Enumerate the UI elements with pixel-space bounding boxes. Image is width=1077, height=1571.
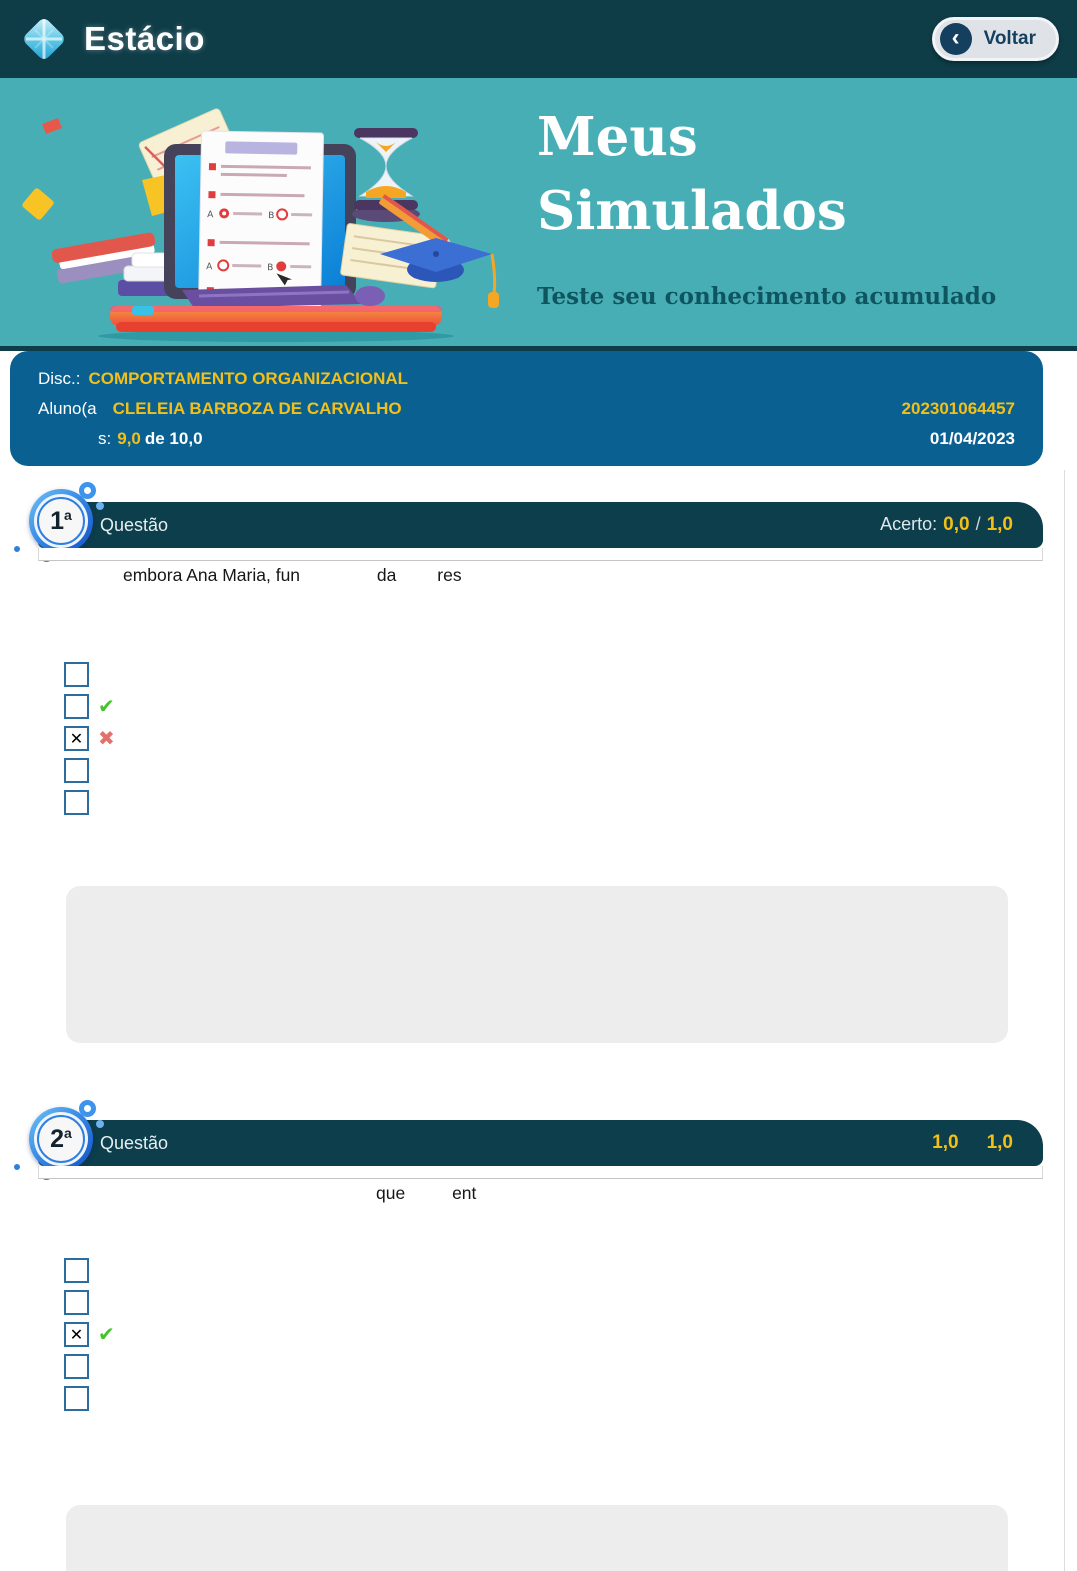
question-ordinal: a: [64, 507, 72, 523]
question-title: Questão: [100, 1132, 169, 1153]
option-checkbox[interactable]: [64, 694, 89, 719]
answer-option[interactable]: [64, 1286, 115, 1318]
score-row: [38, 424, 1015, 454]
question-title: Questão: [100, 514, 169, 535]
answer-option[interactable]: [64, 754, 115, 786]
answer-option[interactable]: [64, 722, 115, 754]
question-text-fragment: que: [376, 1183, 406, 1203]
hero-banner: [0, 78, 1077, 351]
question-text-fragment: res: [437, 565, 462, 585]
svg-text:B: B: [268, 211, 275, 222]
student-row: [38, 394, 1015, 424]
bubble-decoration: [14, 1164, 20, 1170]
option-checkbox[interactable]: [64, 1258, 89, 1283]
bubble-decoration: [79, 482, 96, 499]
option-checkbox[interactable]: [64, 1386, 89, 1411]
svg-text:A: A: [206, 262, 213, 273]
student-id: 202301064457: [901, 399, 1015, 418]
score-total: 1,0: [986, 514, 1013, 535]
question-score: [926, 1132, 1013, 1154]
page-title-line1: Meus: [537, 106, 698, 168]
page-subtitle: Teste seu conhecimento acumulado: [537, 283, 997, 310]
svg-text:B: B: [267, 263, 274, 274]
question-2-strip: [38, 1166, 1043, 1179]
question-1-strip: [38, 548, 1043, 561]
option-checkbox[interactable]: ✕: [64, 1322, 89, 1347]
top-navbar: [0, 0, 1077, 78]
score-total: 1,0: [986, 1132, 1013, 1153]
answer-option[interactable]: [64, 1254, 115, 1286]
estacio-logo-icon: [18, 13, 70, 65]
discipline-label: Disc.:: [38, 369, 81, 388]
wrong-answer-icon: ✖: [98, 726, 115, 750]
question-text-fragment: ent: [452, 1183, 477, 1203]
back-button[interactable]: [932, 17, 1059, 61]
back-button-label: Voltar: [983, 28, 1036, 49]
bubble-decoration: [96, 1120, 104, 1128]
question-score: [880, 514, 1013, 536]
question-1-text: [38, 565, 462, 586]
option-checkbox[interactable]: ✕: [64, 726, 89, 751]
bubble-decoration: [96, 502, 104, 510]
test-sheet-icon: [198, 131, 323, 311]
simulados-illustration: [14, 92, 504, 342]
option-checkbox[interactable]: [64, 662, 89, 687]
question-1-header: [38, 502, 1043, 548]
question-1-options: [64, 658, 115, 818]
answer-option[interactable]: [64, 690, 115, 722]
exam-info-panel: [10, 351, 1043, 466]
question-2-options: [64, 1254, 115, 1414]
correct-answer-icon: ✔: [98, 694, 115, 718]
answer-option[interactable]: [64, 786, 115, 818]
score-obtained: 0,0: [943, 514, 970, 535]
answer-option[interactable]: [64, 1350, 115, 1382]
badge-circle: [29, 1107, 93, 1171]
bubble-decoration: [79, 1100, 96, 1117]
brand-name: Estácio: [84, 20, 205, 57]
question-text-fragment: embora Ana Maria, fun: [123, 565, 301, 585]
correct-answer-icon: ✔: [98, 1322, 115, 1346]
option-checkbox[interactable]: [64, 790, 89, 815]
question-2-header: [38, 1120, 1043, 1166]
question-ordinal: a: [64, 1125, 72, 1141]
question-1-explanation-box: [66, 886, 1008, 1043]
option-checkbox[interactable]: [64, 1354, 89, 1379]
score-suffix: de 10,0: [144, 429, 203, 448]
page-edge-line: [1064, 470, 1065, 1571]
discipline-value: COMPORTAMENTO ORGANIZACIONAL: [88, 369, 409, 388]
page-title: [537, 100, 847, 248]
option-checkbox[interactable]: [64, 1290, 89, 1315]
badge-circle: [29, 489, 93, 553]
confetti-red: [42, 118, 62, 134]
svg-text:A: A: [207, 210, 214, 221]
answer-option[interactable]: [64, 1318, 115, 1350]
question-2-text: [38, 1183, 476, 1204]
question-number: 2: [50, 1124, 65, 1153]
question-text-fragment: da: [376, 565, 397, 585]
bubble-decoration: [14, 546, 20, 552]
confetti-yellow: [21, 187, 55, 221]
score-divider: /: [975, 514, 981, 534]
score-label: Acerto:: [880, 514, 938, 534]
answer-option[interactable]: [64, 658, 115, 690]
question-number: 1: [50, 506, 65, 535]
option-checkbox[interactable]: [64, 758, 89, 783]
score-obtained: 1,0: [932, 1132, 959, 1153]
discipline-row: [38, 364, 1015, 394]
chevron-left-icon: ‹: [940, 23, 972, 55]
student-name: CLELEIA BARBOZA DE CARVALHO: [112, 399, 402, 418]
question-2-explanation-box: [66, 1505, 1008, 1571]
score-label: s:: [98, 429, 112, 448]
score-value: 9,0: [117, 429, 141, 448]
brand: [18, 13, 205, 65]
student-label: Aluno(a: [38, 399, 97, 418]
page-title-line2: Simulados: [537, 180, 847, 243]
answer-option[interactable]: [64, 1382, 115, 1414]
exam-date: 01/04/2023: [929, 429, 1015, 448]
